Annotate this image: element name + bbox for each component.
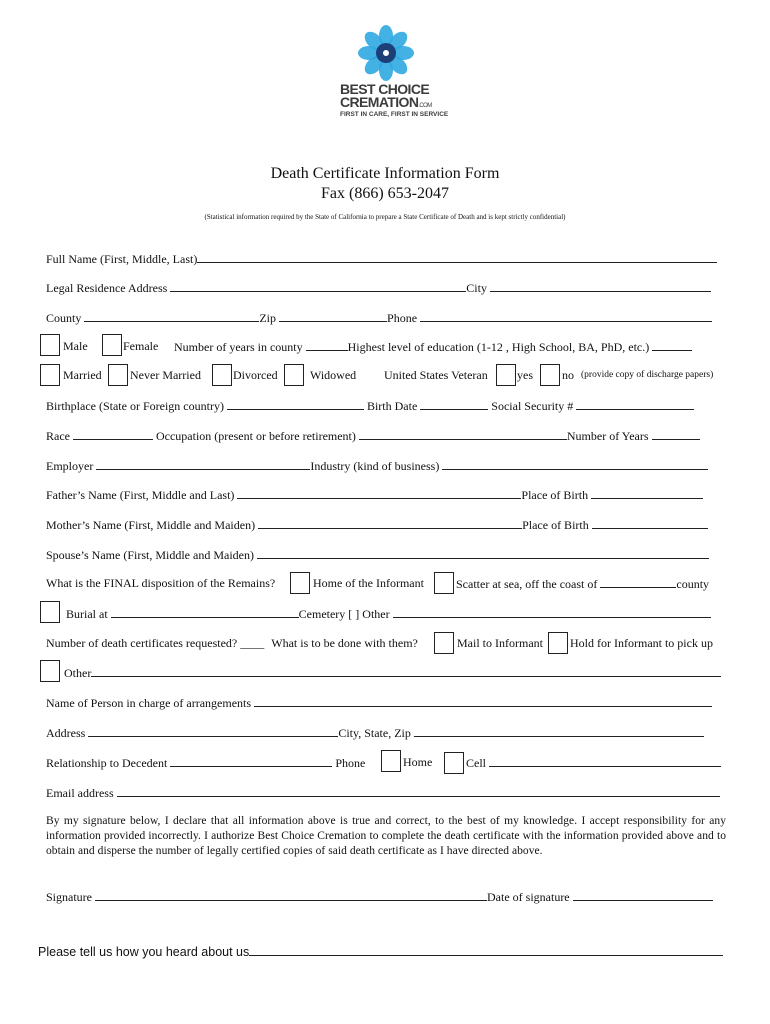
employer-field[interactable] bbox=[96, 458, 310, 470]
disposition-label: What is the FINAL disposition of the Remains? bbox=[46, 576, 276, 590]
city-state-zip-label: City, State, Zip bbox=[338, 726, 411, 740]
email-label: Email address bbox=[46, 786, 114, 800]
logo-suffix: .COM bbox=[418, 103, 432, 109]
relationship-label: Relationship to Decedent bbox=[46, 756, 168, 770]
city-state-zip-field[interactable] bbox=[414, 725, 704, 737]
scatter-checkbox[interactable] bbox=[434, 572, 454, 594]
zip-label: Zip bbox=[259, 311, 277, 325]
years-county-label: Number of years in county bbox=[174, 340, 303, 354]
never-married-checkbox[interactable] bbox=[108, 364, 128, 386]
declaration-paragraph: By my signature below, I declare that all information above is true and correct, to the best of my knowledge. I accept responsibility for any information provided incorrectly. I authorize Best Choice Cremation to complete the death certificate with the information provided above and to obtain and disperse the number of legally certified copies of said death certificate as I have directed above. bbox=[46, 815, 726, 857]
female-checkbox[interactable] bbox=[102, 334, 122, 356]
address-row bbox=[46, 280, 711, 295]
education-field[interactable] bbox=[652, 339, 692, 351]
employer-label: Employer bbox=[46, 459, 94, 473]
father-field[interactable] bbox=[237, 487, 521, 499]
county-field[interactable] bbox=[84, 310, 259, 322]
birth-date-field[interactable] bbox=[420, 398, 488, 410]
veteran-yes-checkbox[interactable] bbox=[496, 364, 516, 386]
veteran-no-checkbox[interactable] bbox=[540, 364, 560, 386]
occupation-field[interactable] bbox=[359, 428, 567, 440]
widowed-label: Widowed bbox=[310, 368, 357, 382]
industry-field[interactable] bbox=[442, 458, 708, 470]
person-charge-label: Name of Person in charge of arrangements bbox=[46, 696, 252, 710]
cell-phone-checkbox[interactable] bbox=[444, 752, 464, 774]
cemetery-label: Cemetery [ ] Other bbox=[298, 607, 390, 621]
legal-address-field[interactable] bbox=[170, 280, 466, 292]
what-done-label: What is to be done with them? bbox=[271, 636, 418, 650]
arranger-address-row bbox=[46, 725, 704, 740]
scatter-label: Scatter at sea, off the coast of bbox=[456, 577, 598, 591]
education-label: Highest level of education (1-12 , High School, BA, PhD, etc.) bbox=[347, 340, 650, 354]
cell-field[interactable] bbox=[489, 755, 721, 767]
logo-tagline: FIRST IN CARE, FIRST IN SERVICE bbox=[340, 111, 449, 118]
married-label: Married bbox=[63, 368, 102, 382]
relationship-field[interactable] bbox=[170, 755, 332, 767]
home-informant-checkbox[interactable] bbox=[290, 572, 310, 594]
industry-label: Industry (kind of business) bbox=[310, 459, 440, 473]
company-logo bbox=[330, 24, 449, 124]
birthplace-label: Birthplace (State or Foreign country) bbox=[46, 399, 224, 413]
spouse-label: Spouse’s Name (First, Middle and Maiden) bbox=[46, 548, 254, 562]
male-checkbox[interactable] bbox=[40, 334, 60, 356]
legal-address-label: Legal Residence Address bbox=[46, 281, 168, 295]
veteran-yes-label: yes bbox=[517, 368, 533, 382]
female-label: Female bbox=[123, 339, 159, 353]
home-phone-label: Home bbox=[403, 755, 433, 769]
divorced-checkbox[interactable] bbox=[212, 364, 232, 386]
burial-row bbox=[66, 606, 711, 621]
divorced-label: Divorced bbox=[233, 368, 278, 382]
years-county-row bbox=[174, 339, 692, 354]
home-phone-checkbox[interactable] bbox=[381, 750, 401, 772]
logo-line2-text: CREMATION bbox=[340, 94, 419, 110]
widowed-checkbox[interactable] bbox=[284, 364, 304, 386]
father-row bbox=[46, 487, 703, 502]
mail-informant-checkbox[interactable] bbox=[434, 632, 454, 654]
other-row bbox=[64, 665, 721, 680]
home-informant-label: Home of the Informant bbox=[313, 576, 424, 590]
mother-field[interactable] bbox=[258, 517, 522, 529]
cell-row bbox=[466, 755, 721, 770]
mother-birth-label: Place of Birth bbox=[522, 518, 589, 532]
signature-row bbox=[46, 889, 713, 904]
race-field[interactable] bbox=[73, 428, 153, 440]
cell-label: Cell bbox=[466, 756, 486, 770]
person-charge-row bbox=[46, 695, 712, 710]
father-birth-label: Place of Birth bbox=[521, 488, 589, 502]
number-years-label: Number of Years bbox=[566, 429, 649, 443]
spouse-field[interactable] bbox=[257, 547, 709, 559]
scatter-county-field[interactable] bbox=[600, 576, 676, 588]
referral-label: Please tell us how you heard about us bbox=[38, 945, 250, 959]
birthplace-row bbox=[46, 398, 694, 413]
married-checkbox[interactable] bbox=[40, 364, 60, 386]
confidential-note: (Statistical information required by the State of California to prepare a State Certificate of Death and is kept strictly confidential) bbox=[204, 213, 566, 221]
zip-field[interactable] bbox=[279, 310, 387, 322]
phone-label: Phone bbox=[387, 311, 418, 325]
city-field[interactable] bbox=[490, 280, 711, 292]
employer-row bbox=[46, 458, 708, 473]
scatter-row bbox=[456, 576, 709, 591]
full-name-row bbox=[46, 251, 717, 266]
relationship-row bbox=[46, 755, 365, 770]
full-name-field[interactable] bbox=[197, 251, 717, 263]
referral-row bbox=[38, 943, 723, 960]
spouse-row bbox=[46, 547, 709, 562]
years-county-field[interactable] bbox=[306, 339, 348, 351]
logo-line1: BEST CHOICE bbox=[340, 81, 430, 97]
num-certificates-label: Number of death certificates requested? ____ bbox=[46, 636, 265, 650]
form-title: Death Certificate Information Form bbox=[270, 165, 500, 182]
cemetery-other-field[interactable] bbox=[393, 606, 711, 618]
other-label: Other bbox=[64, 666, 92, 680]
number-years-field[interactable] bbox=[652, 428, 700, 440]
veteran-label: United States Veteran bbox=[384, 368, 488, 382]
mother-birth-field[interactable] bbox=[592, 517, 708, 529]
birth-date-label: Birth Date bbox=[366, 399, 418, 413]
fax-number: Fax (866) 653-2047 bbox=[321, 185, 449, 202]
referral-field[interactable] bbox=[249, 943, 723, 956]
father-birth-field[interactable] bbox=[591, 487, 703, 499]
county-label: County bbox=[46, 311, 82, 325]
never-married-label: Never Married bbox=[130, 368, 201, 382]
occupation-label: Occupation (present or before retirement) bbox=[155, 429, 356, 443]
other-field[interactable] bbox=[91, 665, 721, 677]
flower-logo-icon bbox=[356, 24, 416, 82]
other-checkbox[interactable] bbox=[40, 660, 60, 682]
email-row bbox=[46, 785, 720, 800]
mother-label: Mother’s Name (First, Middle and Maiden) bbox=[46, 518, 256, 532]
phone-field[interactable] bbox=[420, 310, 712, 322]
burial-field[interactable] bbox=[111, 606, 299, 618]
email-field[interactable] bbox=[117, 785, 720, 797]
signature-date-label: Date of signature bbox=[487, 890, 570, 904]
male-label: Male bbox=[63, 339, 88, 353]
county-suffix-label: county bbox=[676, 577, 710, 591]
signature-field[interactable] bbox=[95, 889, 487, 901]
mother-row bbox=[46, 517, 708, 532]
address-label: Address bbox=[46, 726, 86, 740]
burial-checkbox[interactable] bbox=[40, 601, 60, 623]
phone2-label: Phone bbox=[335, 756, 366, 770]
county-row bbox=[46, 310, 712, 325]
city-label: City bbox=[466, 281, 487, 295]
burial-label: Burial at bbox=[66, 607, 108, 621]
hold-informant-label: Hold for Informant to pick up bbox=[570, 636, 713, 650]
certificates-row bbox=[46, 636, 418, 650]
discharge-note: (provide copy of discharge papers) bbox=[581, 370, 714, 380]
ssn-field[interactable] bbox=[576, 398, 694, 410]
signature-date-field[interactable] bbox=[573, 889, 713, 901]
birthplace-field[interactable] bbox=[227, 398, 364, 410]
hold-informant-checkbox[interactable] bbox=[548, 632, 568, 654]
father-label: Father’s Name (First, Middle and Last) bbox=[46, 488, 235, 502]
signature-label: Signature bbox=[46, 890, 92, 904]
address-field[interactable] bbox=[88, 725, 338, 737]
full-name-label: Full Name (First, Middle, Last) bbox=[46, 252, 198, 266]
mail-informant-label: Mail to Informant bbox=[457, 636, 543, 650]
veteran-no-label: no bbox=[562, 368, 574, 382]
person-charge-field[interactable] bbox=[254, 695, 712, 707]
race-row bbox=[46, 428, 700, 443]
race-label: Race bbox=[46, 429, 70, 443]
ssn-label: Social Security # bbox=[491, 399, 574, 413]
